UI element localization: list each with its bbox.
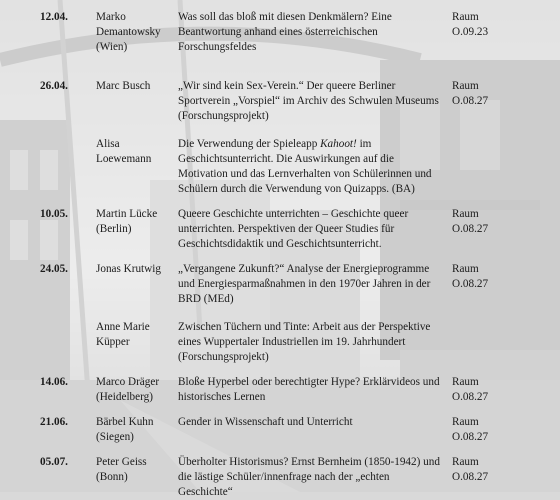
title-line: Geschichtsunterricht. Die Auswirkungen auf die: [178, 153, 394, 165]
speaker-line: Loewemann: [96, 153, 152, 165]
speaker-cell: [96, 415, 172, 445]
room-line: O.08.27: [452, 223, 489, 235]
speaker-line: (Siegen): [96, 431, 134, 443]
title-cell: [178, 207, 446, 252]
title-line: „Vergangene Zukunft?“ Analyse der Energieprogramme: [178, 263, 430, 275]
title-line: „Wir sind kein Sex-Verein.“ Der queere Berliner: [178, 80, 396, 92]
title-line: Bloße Hyperbel oder berechtigter Hype? Erklärvideos und: [178, 376, 440, 388]
speaker-line: Marc Busch: [96, 80, 151, 92]
speaker-cell: [96, 320, 172, 350]
title-line: historisches Lernen: [178, 391, 266, 403]
room-cell: [452, 262, 522, 292]
room-cell: [452, 415, 522, 445]
room-line: O.08.27: [452, 431, 489, 443]
speaker-cell: [96, 137, 172, 167]
speaker-cell: [96, 207, 172, 237]
title-cell: [178, 10, 446, 55]
title-line: Geschichtsdidaktik und Geschichtsunterricht.: [178, 238, 382, 250]
room-line: O.09.23: [452, 26, 489, 38]
room-cell: [452, 79, 522, 109]
title-line: Beantwortung anhand eines österreichischen: [178, 26, 378, 38]
title-cell: [178, 455, 446, 500]
speaker-line: Martin Lücke: [96, 208, 158, 220]
room-cell: [452, 207, 522, 237]
speaker-line: (Berlin): [96, 223, 132, 235]
title-line: Sportverein „Vorspiel“ im Archiv des Schwulen Museums: [178, 95, 439, 107]
room-cell: [452, 455, 522, 485]
speaker-line: Küpper: [96, 336, 130, 348]
room-cell: [452, 375, 522, 405]
date-cell: 05.07.: [40, 456, 68, 468]
title-line: Forschungsfeldes: [178, 41, 257, 53]
title-line: Gender in Wissenschaft und Unterricht: [178, 416, 353, 428]
speaker-line: Marko: [96, 11, 126, 23]
speaker-line: Marco Dräger: [96, 376, 160, 388]
title-line: Zwischen Tüchern und Tinte: Arbeit aus der Perspektive: [178, 321, 431, 333]
room-line: Raum: [452, 11, 479, 23]
room-line: O.08.27: [452, 95, 489, 107]
speaker-cell: [96, 79, 172, 94]
room-line: Raum: [452, 263, 479, 275]
title-line: unterrichten. Perspektiven der Queer Studies für: [178, 223, 395, 235]
title-cell: [178, 320, 446, 365]
room-line: O.08.27: [452, 278, 489, 290]
title-line: die lästige Schüler/innenfrage nach der „echten: [178, 471, 390, 483]
room-line: O.08.27: [452, 391, 489, 403]
title-cell: [178, 415, 446, 430]
room-line: Raum: [452, 416, 479, 428]
speaker-line: Demantowsky: [96, 26, 161, 38]
speaker-line: Jonas Krutwig: [96, 263, 161, 275]
title-line: (Forschungsprojekt): [178, 110, 269, 122]
title-line: Überholter Historismus? Ernst Bernheim (1850-1942) und: [178, 456, 440, 468]
speaker-line: (Wien): [96, 41, 128, 53]
title-line: Geschichte“: [178, 486, 233, 498]
date-cell: 12.04.: [40, 11, 68, 23]
speaker-cell: [96, 375, 172, 405]
speaker-line: Anne Marie: [96, 321, 150, 333]
title-line: Queere Geschichte unterrichten – Geschichte queer: [178, 208, 409, 220]
speaker-cell: [96, 455, 172, 485]
title-line: Motivation und das Lernverhalten von Schülerinnen und: [178, 168, 432, 180]
title-line: BRD (MEd): [178, 293, 234, 305]
title-line: eines Wuppertaler Industriellen im 19. Jahrhundert: [178, 336, 406, 348]
title-line: Was soll das bloß mit diesen Denkmälern? Eine: [178, 11, 392, 23]
speaker-cell: [96, 262, 172, 277]
speaker-line: (Heidelberg): [96, 391, 153, 403]
date-cell: 24.05.: [40, 263, 68, 275]
room-line: O.08.27: [452, 471, 489, 483]
room-cell: [452, 10, 522, 40]
title-cell: [178, 375, 446, 405]
date-cell: 14.06.: [40, 376, 68, 388]
speaker-line: Alisa: [96, 138, 120, 150]
date-cell: 21.06.: [40, 416, 68, 428]
room-line: Raum: [452, 456, 479, 468]
title-cell: [178, 262, 446, 307]
title-cell: [178, 137, 446, 197]
app-name: Kahoot!: [320, 138, 357, 150]
date-cell: 26.04.: [40, 80, 68, 92]
room-line: Raum: [452, 80, 479, 92]
title-line: (Forschungsprojekt): [178, 351, 269, 363]
title-line: Die Verwendung der Spieleapp Kahoot! im: [178, 138, 372, 150]
room-line: Raum: [452, 376, 479, 388]
room-line: Raum: [452, 208, 479, 220]
speaker-line: Peter Geiss: [96, 456, 147, 468]
title-line: Schülern durch die Verwendung von Quizapps. (BA): [178, 183, 415, 195]
speaker-line: (Bonn): [96, 471, 128, 483]
speaker-cell: [96, 10, 172, 55]
date-cell: 10.05.: [40, 208, 68, 220]
speaker-line: Bärbel Kuhn: [96, 416, 154, 428]
title-cell: [178, 79, 446, 124]
title-line: und Energiesparmaßnahmen in den 1970er Jahren in der: [178, 278, 431, 290]
